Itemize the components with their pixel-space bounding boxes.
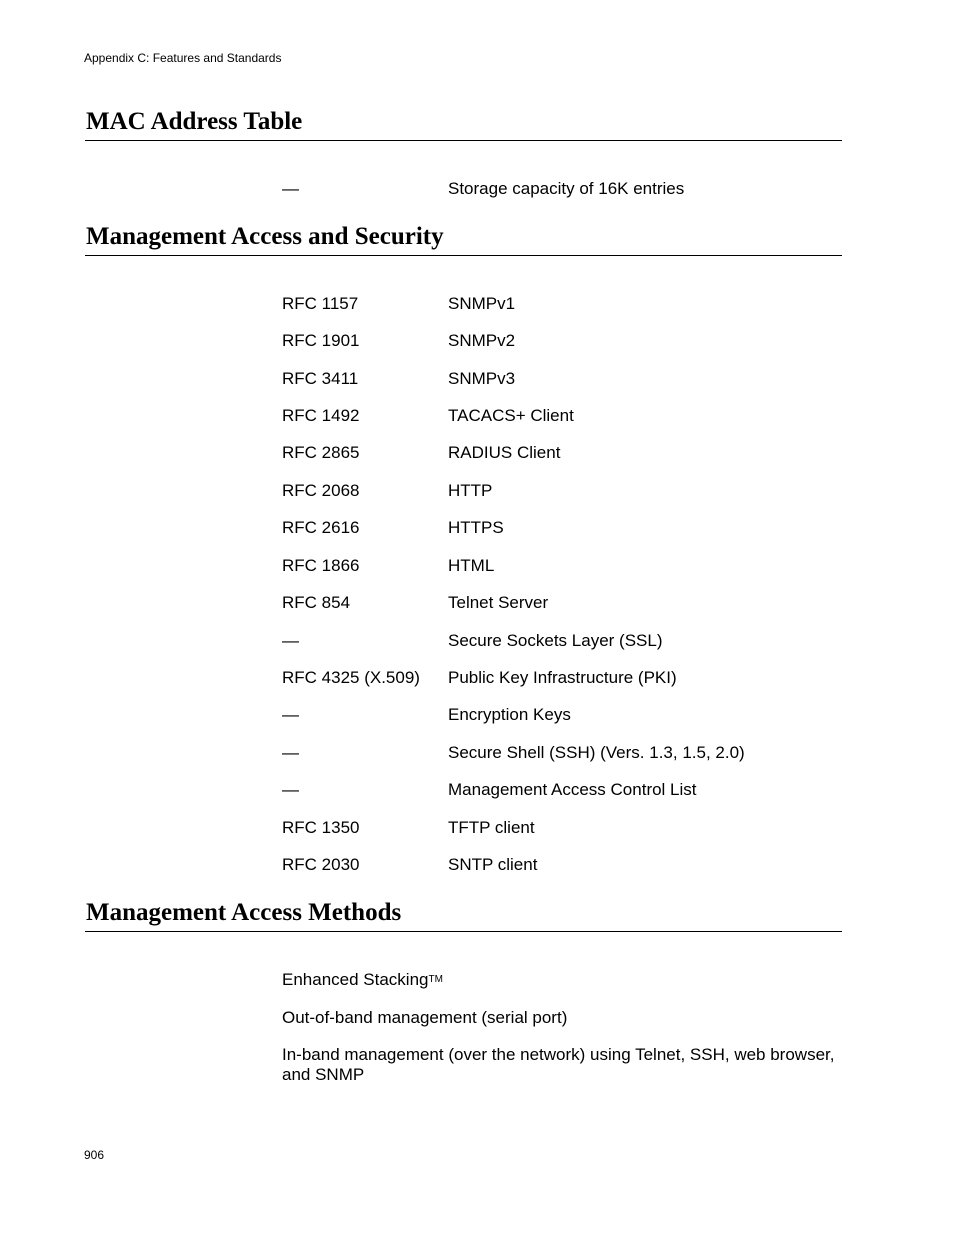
description-cell: Public Key Infrastructure (PKI) <box>448 668 677 687</box>
description-cell: RADIUS Client <box>448 443 561 462</box>
section-title-management-access-security: Management Access and Security <box>86 223 444 250</box>
section-divider <box>85 255 842 256</box>
description-cell: SNMPv3 <box>448 369 516 388</box>
standard-cell: RFC 2030 <box>282 855 360 874</box>
standard-cell: — <box>282 705 299 724</box>
table-row <box>0 405 954 427</box>
standard-cell: RFC 854 <box>282 593 351 612</box>
list-item <box>282 1008 842 1028</box>
method-text: Out-of-band management (serial port) <box>282 1008 568 1027</box>
standard-cell: RFC 2865 <box>282 443 360 462</box>
description-cell: TFTP client <box>448 818 535 837</box>
table-row <box>0 817 954 839</box>
section-title-management-access-methods: Management Access Methods <box>86 899 402 926</box>
description-cell: Encryption Keys <box>448 705 571 724</box>
description-cell: Telnet Server <box>448 593 549 612</box>
table-row <box>0 330 954 352</box>
standard-cell: RFC 2616 <box>282 518 360 537</box>
table-row <box>0 742 954 764</box>
description-cell: SNMPv1 <box>448 294 516 313</box>
running-header: Appendix C: Features and Standards <box>84 51 282 65</box>
table-row <box>0 779 954 801</box>
description-cell: Storage capacity of 16K entries <box>448 179 685 198</box>
list-item <box>282 970 842 990</box>
standard-cell: RFC 1157 <box>282 294 359 313</box>
section-divider <box>85 140 842 141</box>
standard-cell: RFC 1492 <box>282 406 360 425</box>
table-row <box>0 854 954 876</box>
description-cell: TACACS+ Client <box>448 406 574 425</box>
table-row <box>0 480 954 502</box>
standard-cell: RFC 1866 <box>282 556 360 575</box>
table-row <box>0 293 954 315</box>
description-cell: Secure Sockets Layer (SSL) <box>448 631 663 650</box>
standard-cell: RFC 2068 <box>282 481 360 500</box>
table-row <box>0 442 954 464</box>
table-row <box>0 592 954 614</box>
list-item <box>282 1045 842 1085</box>
description-cell: SNMPv2 <box>448 331 516 350</box>
description-cell: Secure Shell (SSH) (Vers. 1.3, 1.5, 2.0) <box>448 743 745 762</box>
page-number: 906 <box>84 1148 105 1162</box>
table-row <box>0 178 954 200</box>
description-cell: SNTP client <box>448 855 538 874</box>
table-row <box>0 630 954 652</box>
table-row <box>0 704 954 726</box>
standard-cell: RFC 4325 (X.509) <box>282 668 420 687</box>
method-text: In-band management (over the network) using Telnet, SSH, web browser, and SNMP <box>282 1045 835 1084</box>
standard-cell: — <box>282 780 299 799</box>
table-row <box>0 368 954 390</box>
standard-cell: RFC 3411 <box>282 369 359 388</box>
description-cell: HTML <box>448 556 495 575</box>
description-cell: HTTPS <box>448 518 504 537</box>
table-row <box>0 555 954 577</box>
standard-cell: RFC 1350 <box>282 818 360 837</box>
table-row <box>0 517 954 539</box>
trademark-symbol: TM <box>428 974 443 985</box>
description-cell: HTTP <box>448 481 493 500</box>
standard-cell: — <box>282 179 299 198</box>
section-title-mac-address-table: MAC Address Table <box>86 108 303 135</box>
section-divider <box>85 931 842 932</box>
standard-cell: — <box>282 631 299 650</box>
description-cell: Management Access Control List <box>448 780 697 799</box>
standard-cell: RFC 1901 <box>282 331 360 350</box>
method-text: Enhanced Stacking <box>282 970 429 989</box>
standard-cell: — <box>282 743 299 762</box>
table-row <box>0 667 954 689</box>
